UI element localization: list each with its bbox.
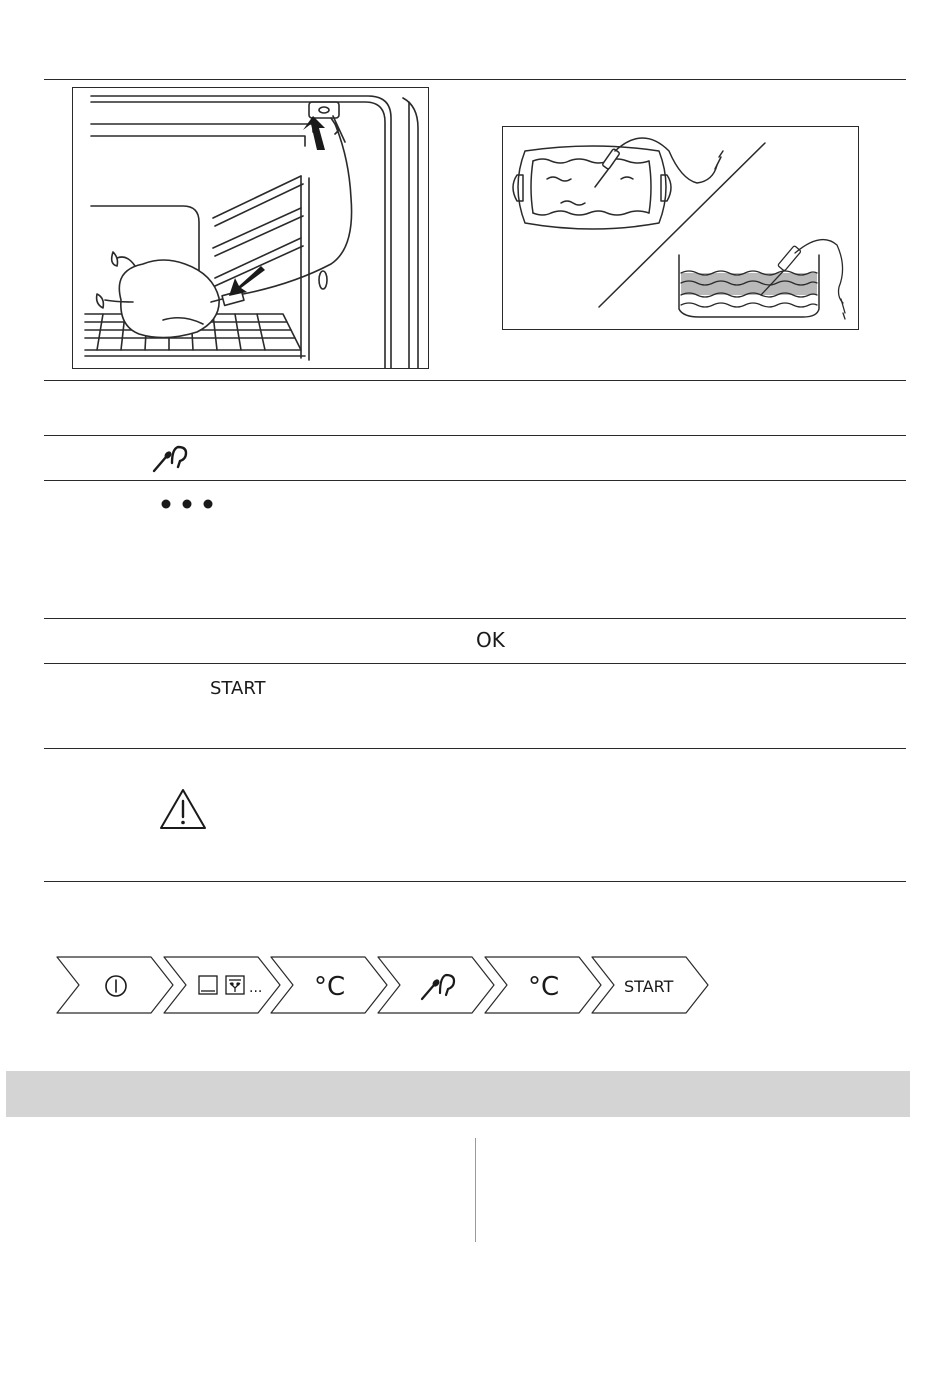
row-divider-2	[44, 435, 906, 436]
oven-functions-suffix: ...	[249, 980, 263, 996]
row-divider-6	[44, 748, 906, 749]
temperature-label-2: °C	[528, 972, 560, 1002]
step-2-chevron	[164, 957, 280, 1013]
row-divider-1	[44, 380, 906, 381]
step-sequence	[56, 955, 712, 1015]
oven-probe-illustration	[72, 87, 429, 369]
start-label: START	[210, 678, 266, 699]
temperature-label-1: °C	[314, 972, 346, 1002]
column-divider	[475, 1138, 476, 1242]
probe-dish-illustration	[502, 126, 859, 330]
core-probe-icon	[152, 443, 188, 473]
row-divider-3	[44, 480, 906, 481]
step-1-chevron	[57, 957, 173, 1013]
section-heading-band	[6, 1071, 910, 1117]
warning-icon	[158, 787, 208, 831]
oven-probe-drawing	[73, 88, 428, 368]
row-divider-5	[44, 663, 906, 664]
more-options-icon	[158, 497, 218, 511]
row-divider-4	[44, 618, 906, 619]
row-divider-7	[44, 881, 906, 882]
start-step-label: START	[624, 977, 674, 996]
top-divider	[44, 79, 906, 80]
probe-dish-drawing	[503, 127, 858, 329]
ok-label: OK	[476, 628, 505, 652]
